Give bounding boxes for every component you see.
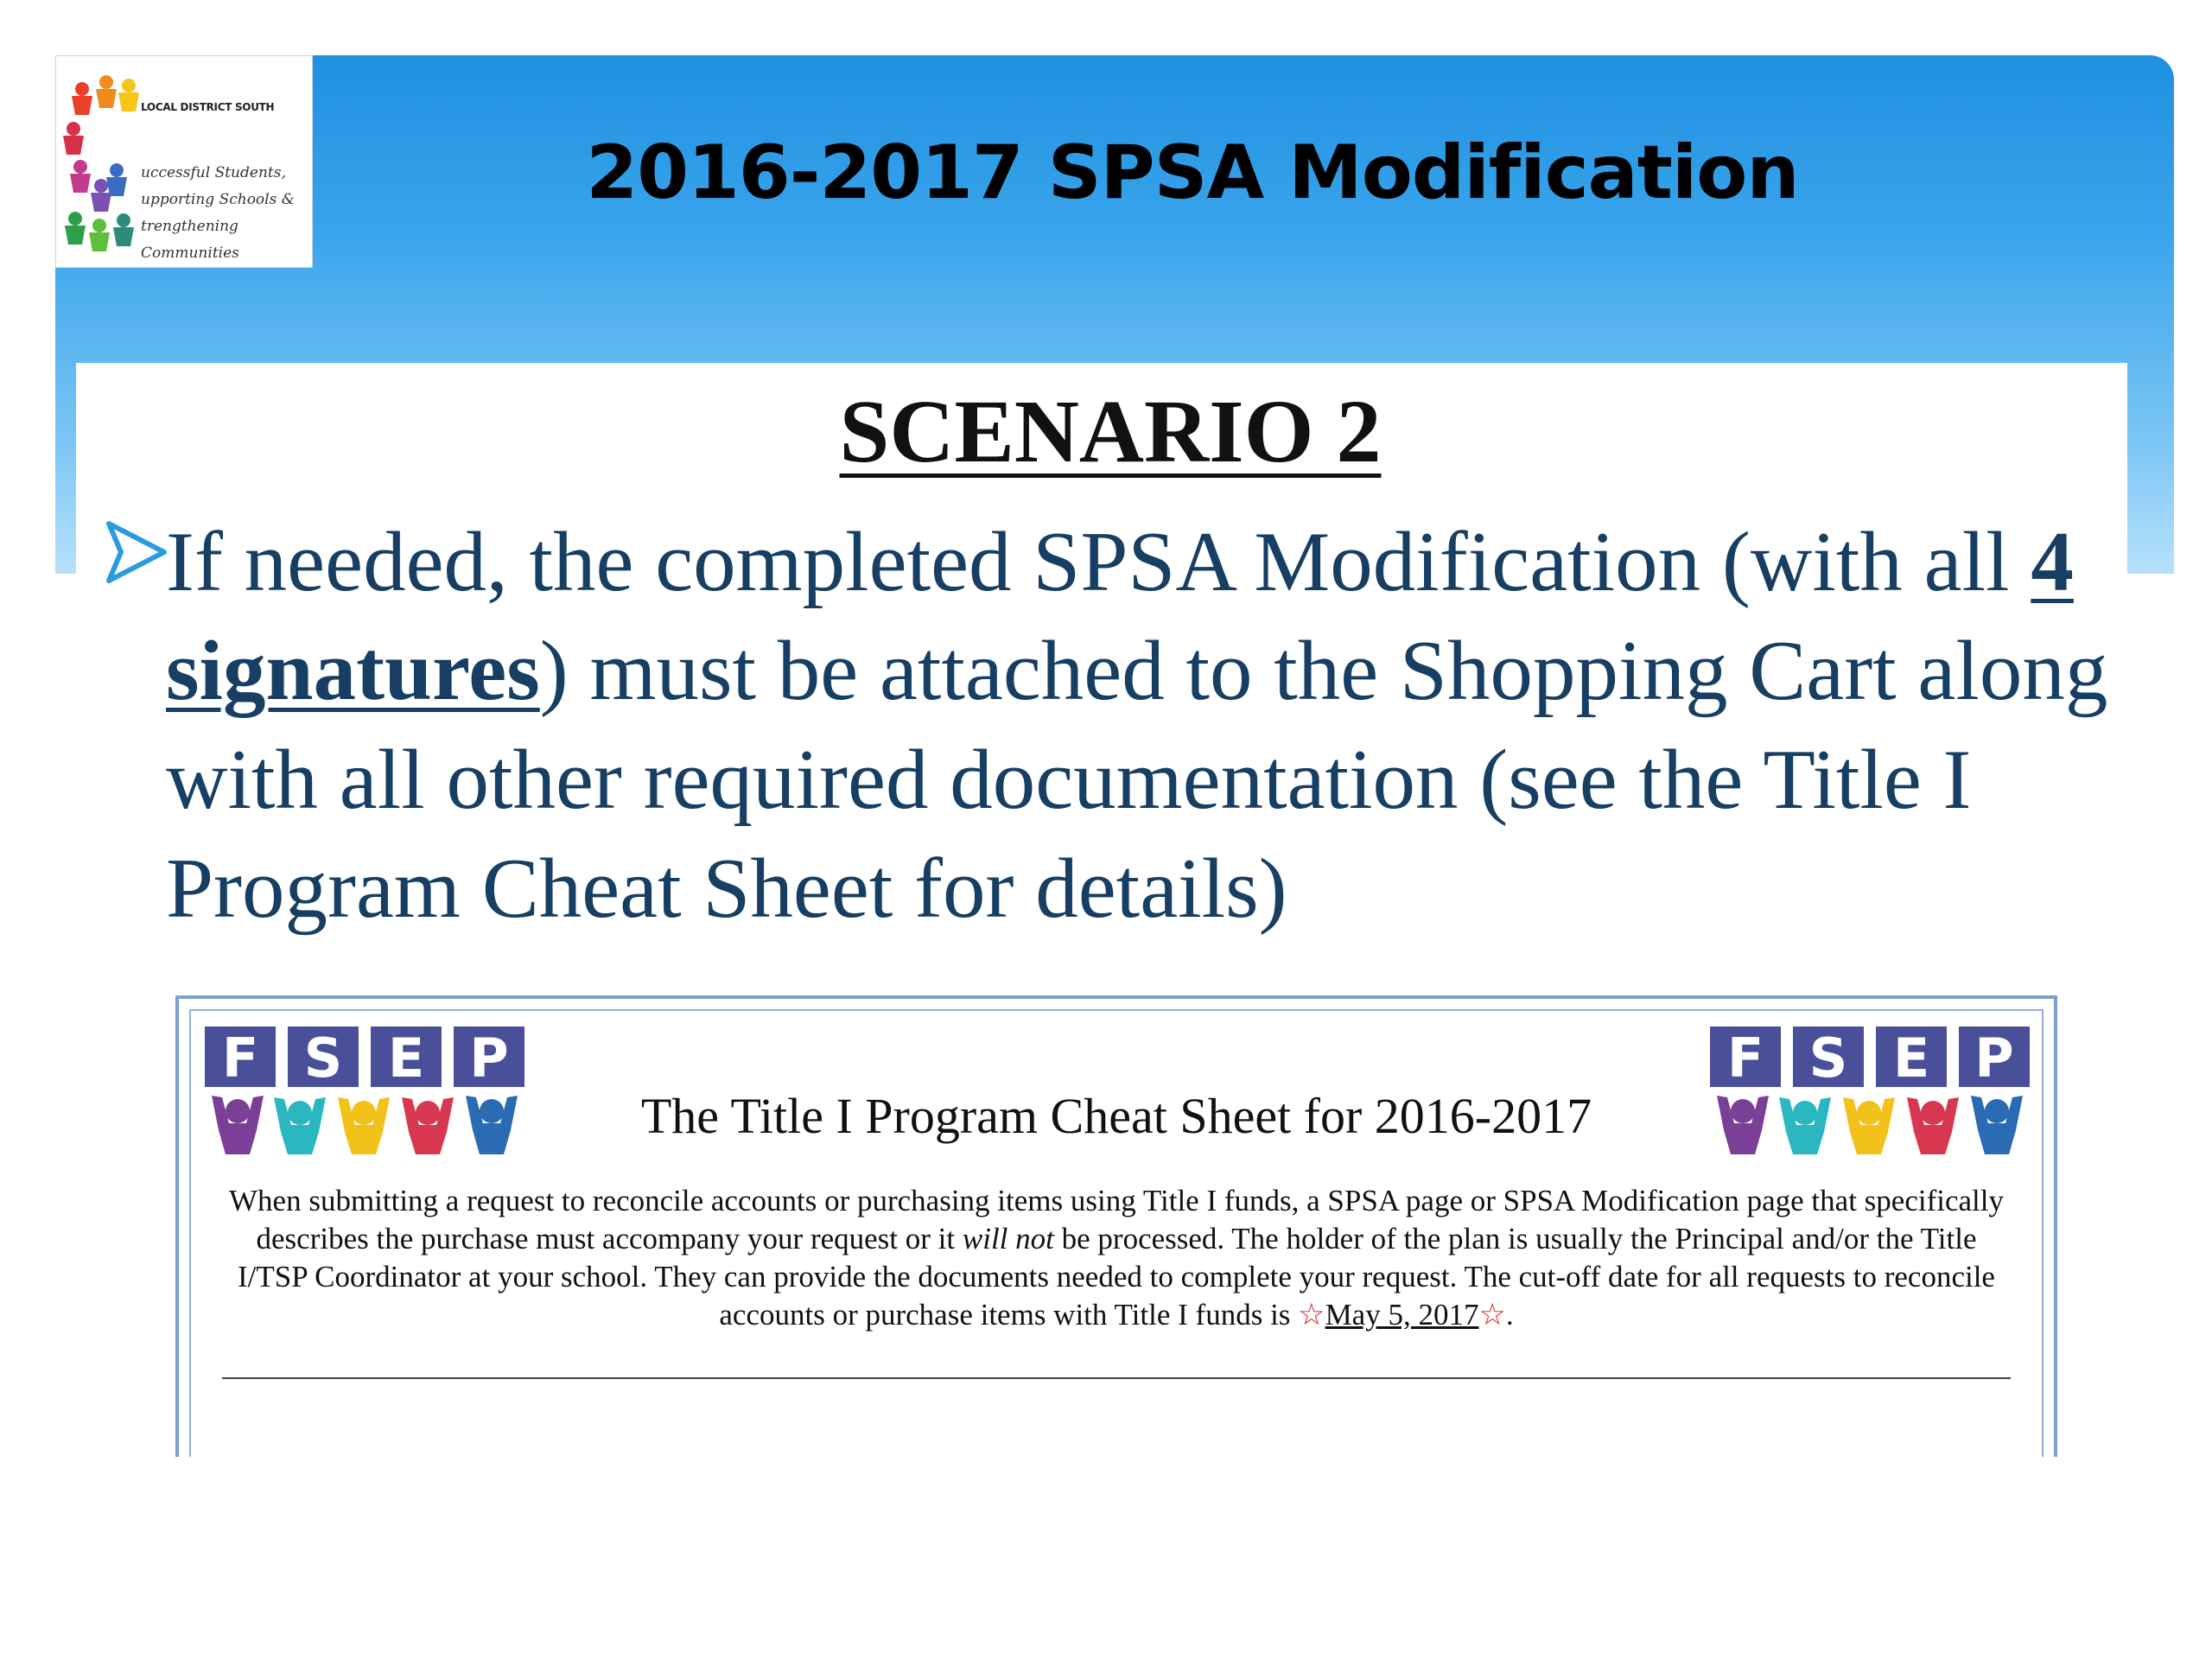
signatures-emphasis: 4 signatures <box>166 515 2074 718</box>
logo-org-name: LOCAL DISTRICT SOUTH <box>141 101 275 113</box>
slide-title: 2016-2017 SPSA Modification <box>586 130 1799 216</box>
fsep-letter: E <box>1892 1027 1930 1090</box>
fsep-letter: F <box>221 1027 259 1090</box>
will-not-emphasis: will not <box>962 1222 1054 1255</box>
divider <box>222 1377 2011 1379</box>
fsep-letter: F <box>1726 1027 1764 1090</box>
scenario-heading: SCENARIO 2 <box>839 382 1382 481</box>
para-text-end: . <box>1505 1298 1514 1332</box>
fsep-letter: E <box>387 1027 425 1090</box>
fsep-letter: S <box>303 1027 343 1090</box>
bullet-text-end: ) must be attached to the Shopping Cart along with all other required documentation (see the Title I Program Cheat Sheet for details) <box>166 624 2108 936</box>
cheat-sheet-title: The Title I Program Cheat Sheet for 2016-2017 <box>640 1088 1592 1144</box>
star-icon: ☆ <box>1478 1298 1506 1332</box>
arrow-bullet-icon <box>102 518 169 586</box>
para-text-middle: be processed. The holder of the plan is usually the Principal and/or the Title I/TSP Coordinator at your school. They can provide the documents needed to complete your request. The cut-off date for all requests to reconcile accounts or purchase items with Title I funds is <box>238 1222 1995 1332</box>
cutoff-date: May 5, 2017 <box>1325 1298 1479 1332</box>
cheat-sheet-excerpt <box>175 995 2057 1457</box>
fsep-letter: S <box>1808 1027 1848 1090</box>
bullet-text-start: If needed, the completed SPSA Modification (with all <box>166 515 2031 609</box>
scenario-bullet <box>166 508 2179 944</box>
para-text-start: When submitting a request to reconcile accounts or purchasing items using Title I funds, a SPSA page or SPSA Modification page that specifically describes the purchase must accompany your request or it <box>229 1184 2004 1255</box>
cheat-sheet-paragraph <box>222 1182 2011 1334</box>
district-logo <box>55 55 313 268</box>
fsep-letter: P <box>469 1027 509 1090</box>
logo-tagline: uccessful Students, upporting Schools & trengthening Communities <box>141 164 295 262</box>
star-icon: ☆ <box>1298 1298 1325 1332</box>
fsep-letter: P <box>1974 1027 2014 1090</box>
